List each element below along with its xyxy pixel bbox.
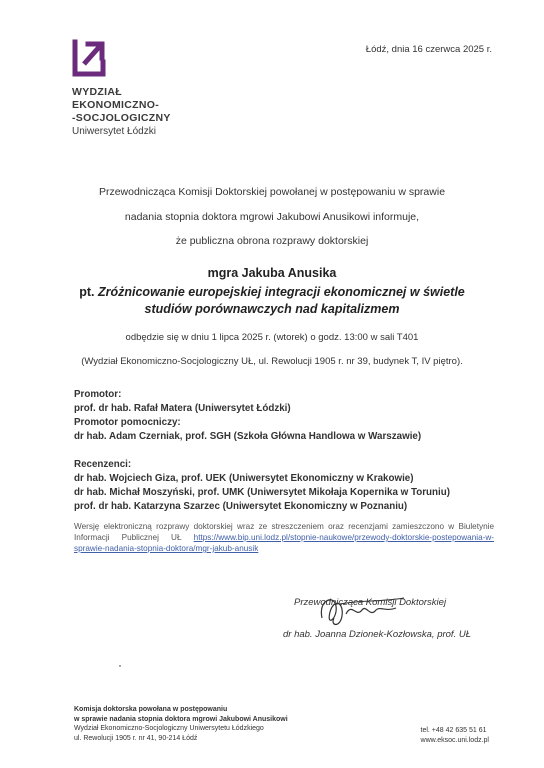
reviewer-1: dr hab. Wojciech Giza, prof. UEK (Uniwersytet Ekonomiczny w Krakowie) <box>74 473 414 484</box>
logo-line-3: -SOCJOLOGICZNY <box>72 112 171 124</box>
signature-role: Przewodnicząca Komisji Doktorskiej <box>294 597 447 608</box>
dissertation-title-line-2 <box>40 301 504 317</box>
handwritten-signature <box>300 588 420 634</box>
logo-university: Uniwersytet Łódzki <box>72 126 156 137</box>
footer-line-4: ul. Rewolucji 1905 r. nr 41, 90-214 Łódź <box>74 734 198 742</box>
defense-location: (Wydział Ekonomiczno-Socjologiczny UŁ, ul. Rewolucji 1905 r. nr 39, budynek T, IV piętro). <box>81 356 463 367</box>
promotor-label: Promotor: <box>74 389 122 400</box>
title-prefix: pt. <box>79 285 95 299</box>
faculty-logo-text <box>72 86 252 139</box>
promotors-section <box>74 388 494 444</box>
title-text-1: Zróżnicowanie europejskiej integracji ekonomicznej w świetle <box>97 285 465 299</box>
footer-line-1: Komisja doktorska powołana w postępowaniu <box>74 706 228 713</box>
intro-line-1: Przewodnicząca Komisji Doktorskiej powołanej w postępowaniu w sprawie <box>98 186 446 198</box>
footer-phone: tel. +48 42 635 51 61 <box>420 727 487 734</box>
logo-line-1: WYDZIAŁ <box>72 86 122 98</box>
signature-name: dr hab. Joanna Dzionek-Kozłowska, prof. UŁ <box>283 629 471 640</box>
logo-line-2: EKONOMICZNO- <box>72 99 160 111</box>
footer-website: www.eksoc.uni.lodz.pl <box>420 736 489 744</box>
reviewers-section <box>74 458 494 514</box>
footer-line-3: Wydział Ekonomiczno-Socjologiczny Uniwersytetu Łódzkiego <box>74 725 264 732</box>
intro-line-3: że publiczna obrona rozprawy doktorskiej <box>175 235 369 247</box>
reviewer-2: dr hab. Michał Moszyński, prof. UMK (Uniwersytet Mikołaja Kopernika w Toruniu) <box>74 487 450 498</box>
reviewers-label: Recenzenci: <box>74 459 132 470</box>
note-text: Wersję elektroniczną rozprawy doktorskiej wraz ze streszczeniem oraz recenzjami zamieszczono w Biuletynie Informacji Publicznej UŁ <box>74 522 494 542</box>
stray-mark <box>119 665 121 667</box>
title-text-2: studiów porównawczych nad kapitalizmem <box>144 302 400 316</box>
footer-address <box>74 705 288 743</box>
promotor-name: prof. dr hab. Rafał Matera (Uniwersytet Łódzki) <box>74 403 291 414</box>
defense-date-time: odbędzie się w dniu 1 lipca 2025 r. (wtorek) o godz. 13:00 w sali T401 <box>125 332 419 343</box>
intro-line-2: nadania stopnia doktora mgrowi Jakubowi Anusikowi informuje, <box>124 211 420 223</box>
aux-promotor-label: Promotor pomocniczy: <box>74 417 181 428</box>
arrow-box-logo-icon <box>72 38 106 78</box>
footer-line-2: w sprawie nadania stopnia doktora mgrowi Jakubowi Anusikowi <box>74 715 288 723</box>
reviewer-3: prof. dr hab. Katarzyna Szarzec (Uniwersytet Ekonomiczny w Poznaniu) <box>74 501 408 512</box>
publication-note <box>74 521 494 554</box>
dissertation-title-line-1 <box>40 284 504 300</box>
candidate-name: mgra Jakuba Anusika <box>207 266 337 280</box>
bip-link[interactable]: https://www.bip.uni.lodz.pl/stopnie-naukowe/przewody-doktorskie-postepowania-w-sprawie-nadania-stopnia-doktora/mgr-jakub-anusik <box>74 533 494 553</box>
document-date: Łódź, dnia 16 czerwca 2025 r. <box>365 44 492 55</box>
footer-contact <box>421 726 489 745</box>
aux-promotor-name: dr hab. Adam Czerniak, prof. SGH (Szkoła Główna Handlowa w Warszawie) <box>74 431 422 442</box>
